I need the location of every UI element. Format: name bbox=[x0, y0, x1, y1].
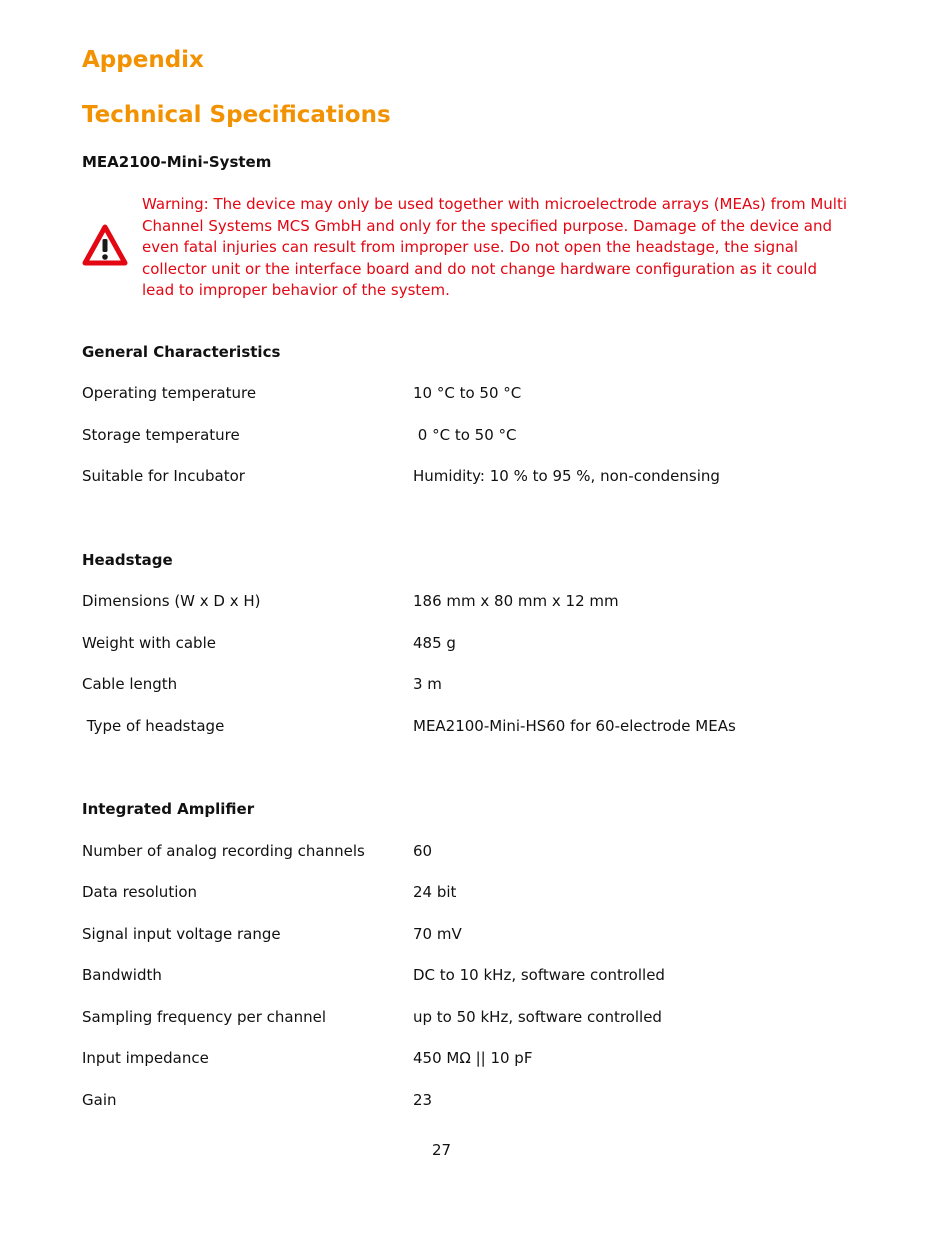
spec-label-input-impedance: Input impedance bbox=[82, 1049, 209, 1067]
spec-value-voltage-range: 70 mV bbox=[413, 925, 462, 943]
technical-specifications-heading: Technical Specifications bbox=[82, 102, 391, 128]
spec-value-storage-temperature: 0 °C to 50 °C bbox=[413, 426, 517, 444]
system-heading: MEA2100-Mini-System bbox=[82, 153, 272, 171]
spec-value-weight: 485 g bbox=[413, 634, 456, 652]
spec-value-incubator: Humidity: 10 % to 95 %, non-condensing bbox=[413, 467, 720, 485]
spec-value-dimensions: 186 mm x 80 mm x 12 mm bbox=[413, 592, 619, 610]
spec-label-resolution: Data resolution bbox=[82, 883, 198, 901]
spec-value-gain: 23 bbox=[413, 1091, 433, 1109]
spec-value-cable-length: 3 m bbox=[413, 675, 442, 693]
spec-value-operating-temperature: 10 °C to 50 °C bbox=[413, 384, 522, 402]
spec-value-resolution: 24 bit bbox=[413, 883, 457, 901]
spec-value-sampling-frequency: up to 50 kHz, software controlled bbox=[413, 1008, 662, 1026]
appendix-heading: Appendix bbox=[82, 47, 204, 73]
spec-label-operating-temperature: Operating temperature bbox=[82, 384, 257, 402]
spec-label-gain: Gain bbox=[82, 1091, 117, 1109]
spec-value-input-impedance: 450 MΩ || 10 pF bbox=[413, 1049, 533, 1067]
general-characteristics-heading: General Characteristics bbox=[82, 343, 281, 361]
spec-label-cable-length: Cable length bbox=[82, 675, 178, 693]
spec-label-storage-temperature: Storage temperature bbox=[82, 426, 240, 444]
spec-label-dimensions: Dimensions (W x D x H) bbox=[82, 592, 261, 610]
spec-value-bandwidth: DC to 10 kHz, software controlled bbox=[413, 966, 665, 984]
spec-value-headstage-type: MEA2100-Mini-HS60 for 60-electrode MEAs bbox=[413, 717, 736, 735]
page-number: 27 bbox=[432, 1141, 452, 1159]
integrated-amplifier-heading: Integrated Amplifier bbox=[82, 800, 255, 818]
spec-label-sampling-frequency: Sampling frequency per channel bbox=[82, 1008, 327, 1026]
spec-label-headstage-type: Type of headstage bbox=[82, 717, 225, 735]
warning-triangle-icon bbox=[82, 224, 128, 266]
spec-value-channels: 60 bbox=[413, 842, 433, 860]
spec-label-incubator: Suitable for Incubator bbox=[82, 467, 245, 485]
spec-label-weight: Weight with cable bbox=[82, 634, 216, 652]
spec-label-bandwidth: Bandwidth bbox=[82, 966, 162, 984]
warning-text: Warning: The device may only be used together with microelectrode arrays (MEAs) from Multi Channel Systems MCS GmbH and only for the specified purpose. Damage of the device and even fatal injuries can result from improper use. Do not open the headstage, the signal collector unit or the interface board and do not change hardware configuration as it could lead to improper behavior of the system. bbox=[142, 195, 847, 300]
spec-label-channels: Number of analog recording channels bbox=[82, 842, 365, 860]
spec-label-voltage-range: Signal input voltage range bbox=[82, 925, 281, 943]
headstage-heading: Headstage bbox=[82, 551, 173, 569]
